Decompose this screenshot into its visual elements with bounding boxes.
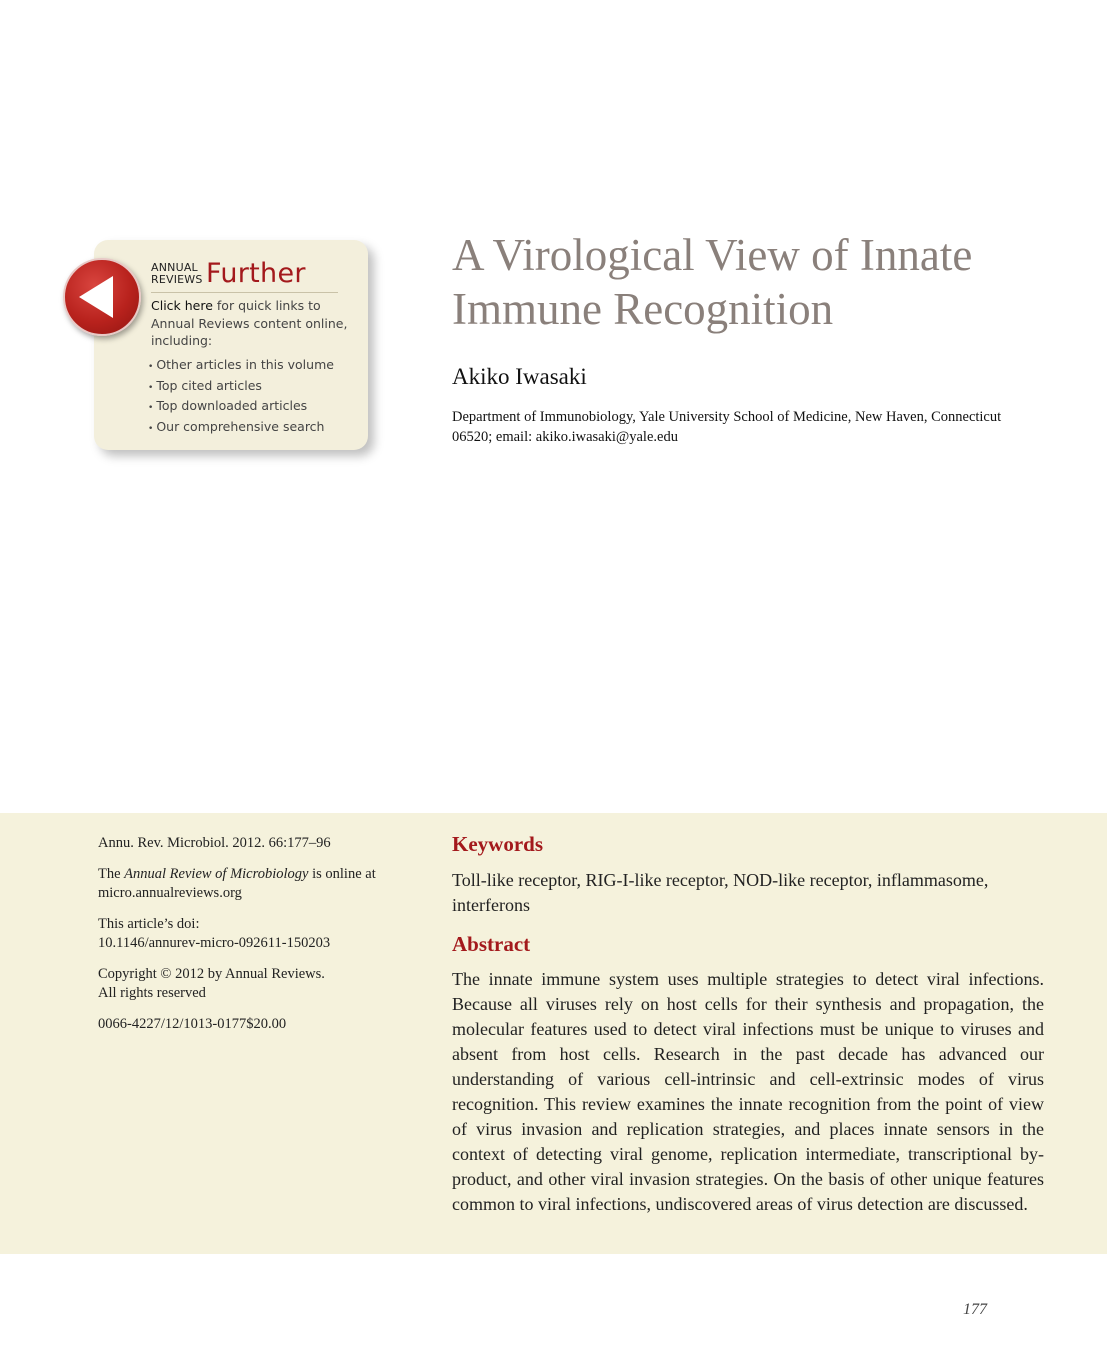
further-divider: [151, 292, 338, 293]
online-suffix: is online at micro.annualreviews.org: [98, 865, 376, 901]
article-title: A Virological View of Innate Immune Recognition: [452, 230, 973, 334]
article-code: 0066-4227/12/1013-0177$20.00: [98, 1015, 287, 1032]
rights: All rights reserved: [98, 985, 206, 1001]
further-title: Further: [206, 258, 306, 289]
further-description: [151, 297, 351, 350]
back-arrow-icon[interactable]: [63, 258, 141, 336]
further-description-text: for quick links to Annual Reviews content online, including:: [151, 298, 348, 348]
citation: Annu. Rev. Microbiol. 2012. 66:177–96: [98, 835, 331, 851]
brand-line-2: REVIEWS: [151, 273, 203, 286]
abstract-heading: Abstract: [452, 932, 531, 956]
author-name: Akiko Iwasaki: [452, 364, 587, 389]
further-link-item[interactable]: • Top downloaded articles: [148, 397, 334, 418]
click-here-link[interactable]: Click here: [151, 298, 213, 313]
copyright-block: [98, 965, 398, 1004]
copyright: Copyright © 2012 by Annual Reviews.: [98, 965, 325, 982]
doi-value[interactable]: 10.1146/annurev-micro-092611-150203: [98, 935, 331, 951]
keywords-heading: Keywords: [452, 832, 543, 856]
abstract-text: The innate immune system uses multiple strategies to detect viral infections. Because all viruses rely on host cells for their synthesis and propagation, the molecular features used to detect viral infections must be unique to viruses and absent from host cells. Research in the past decade has advanced our understanding of various cell-intrinsic and cell-extrinsic modes of virus recognition. This review examines the innate recognition from the point of view of virus invasion and replication strategies, and places innate sensors in the context of detecting viral genome, replication intermediate, transcriptional by-product, and other viral invasion strategies. On the basis of other unique features common to viral infections, undiscovered areas of virus detection are discussed.: [452, 969, 1044, 1214]
keywords-text: Toll-like receptor, RIG-I-like receptor, NOD-like receptor, inflammasome, interferons: [452, 870, 989, 915]
page-number: 177: [963, 1301, 987, 1318]
further-link-item[interactable]: • Other articles in this volume: [148, 356, 334, 377]
further-links-list: [148, 356, 334, 438]
author-affiliation: Department of Immunobiology, Yale University School of Medicine, New Haven, Connecticut 06520; email: akiko.iwasaki@yale.edu: [452, 409, 1002, 445]
annual-reviews-logo: [151, 262, 203, 286]
doi-label: This article’s doi:: [98, 915, 200, 932]
citation-metadata: [98, 834, 398, 1045]
journal-name: Annual Review of Microbiology: [124, 865, 309, 882]
online-prefix: The: [98, 865, 125, 882]
further-link-item[interactable]: • Our comprehensive search: [148, 418, 334, 439]
brand-line-1: ANNUAL: [151, 261, 198, 274]
further-link-item[interactable]: • Top cited articles: [148, 377, 334, 398]
online-availability: [98, 865, 398, 904]
doi-block: [98, 915, 398, 954]
